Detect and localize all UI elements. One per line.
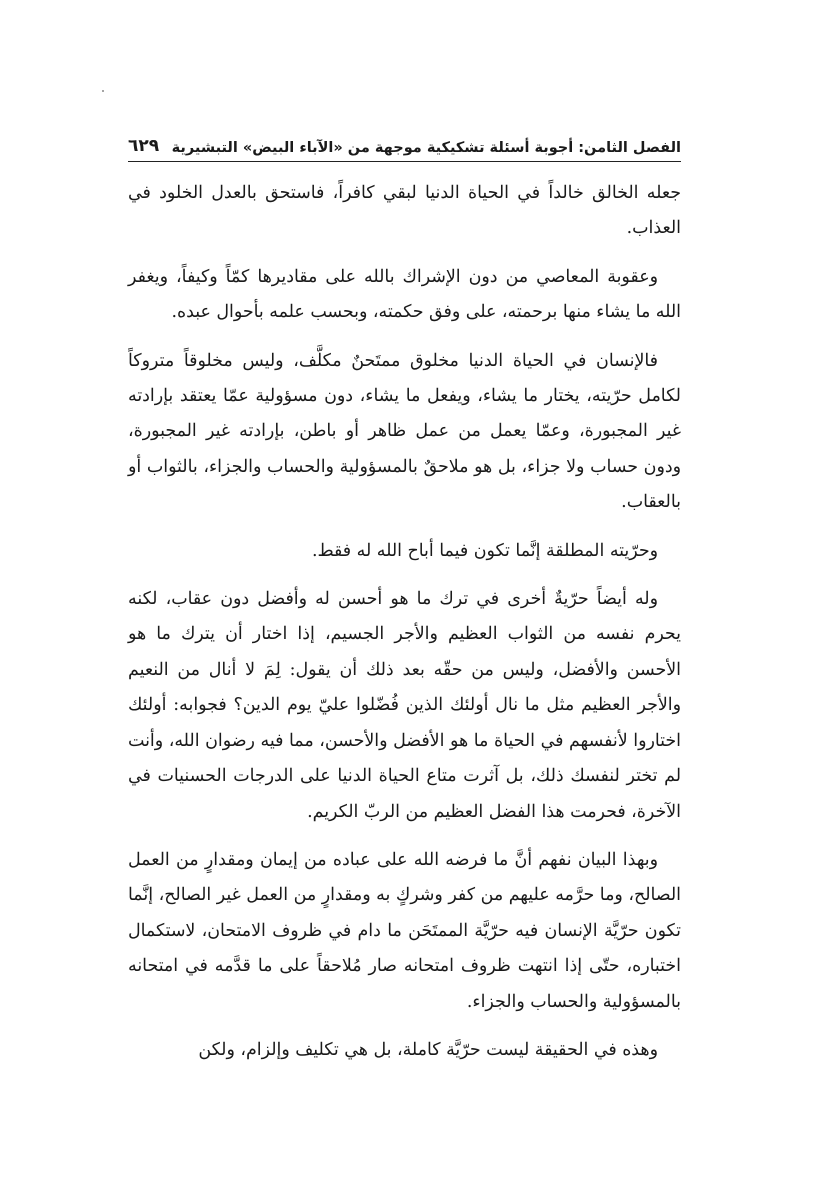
paragraph: وحرّيته المطلقة إنَّما تكون فيما أباح الله له فقط. xyxy=(311,540,658,561)
paragraph: وبهذا البيان نفهم أنَّ ما فرضه الله على عباده من إيمان ومقدارٍ من العمل الصالح، وما حرَّمه عليهم من كفر وشركٍ به ومقدارٍ من العمل غير الصالح، إنَّما تكون حرّيَّة الإنسان فيه حرّيَّة الممتَحَن ما دام في ظروف الامتحان، لاستكمال اختباره، حتّى إذا انتهت ظروف امتحانه صار مُلاحقاً على ما قدَّمه في امتحانه بالمسؤولية والحساب والجزاء. xyxy=(128,849,681,1012)
paragraph: جعله الخالق خالداً في الحياة الدنيا لبقي كافراً، فاستحق بالعدل الخلود في العذاب. xyxy=(128,183,681,239)
header-rule xyxy=(128,161,681,162)
paragraph: وهذه في الحقيقة ليست حرّيَّة كاملة، بل هي تكليف وإلزام، ولكن xyxy=(198,1039,658,1060)
running-title: الفصل الثامن: أجوبة أسئلة تشكيكية موجهة من «الآباء البيض» التبشيرية xyxy=(171,140,681,156)
page-number: ٦٢٩ xyxy=(128,136,160,156)
page-speck xyxy=(102,90,104,92)
body-text xyxy=(128,176,681,1081)
paragraph: وعقوبة المعاصي من دون الإشراك بالله على مقاديرها كمّاً وكيفاً، ويغفر الله ما يشاء منها برحمته، على وفق حكمته، وبحسب علمه بأحوال عبده. xyxy=(128,266,681,323)
paragraph: وله أيضاً حرّيةٌ أخرى في ترك ما هو أحسن له وأفضل دون عقاب، لكنه يحرم نفسه من الثواب العظيم والأجر الجسيم، إذا اختار أن يترك ما هو الأحسن والأفضل، وليس من حقّه بعد ذلك أن يقول: لِمَ لا أنال من النعيم والأجر العظيم مثل ما نال أولئك الذين فُضّلوا عليّ يوم الدين؟ فجوابه: أولئك اختاروا لأنفسهم في الحياة ما هو الأفضل والأحسن، مما فيه رضوان الله، وأنت لم تختر لنفسك ذلك، بل آثرت متاع الحياة الدنيا على الدرجات الحسنيات في الآخرة، فحرمت هذا الفضل العظيم من الربّ الكريم. xyxy=(128,589,681,822)
paragraph: فالإنسان في الحياة الدنيا مخلوق ممتَحنٌ مكلَّف، وليس مخلوقاً متروكاً لكامل حرّيته، يختار ما يشاء، ويفعل ما يشاء، دون مسؤولية عمّا يعتقد بإرادته غير المجبورة، وعمّا يعمل من عمل ظاهر أو باطن، بإرادته غير المجبورة، ودون حساب ولا جزاء، بل هو ملاحقٌ بالمسؤولية والحساب والجزاء، بالثواب أو بالعقاب. xyxy=(128,350,681,513)
page-header xyxy=(128,126,681,156)
